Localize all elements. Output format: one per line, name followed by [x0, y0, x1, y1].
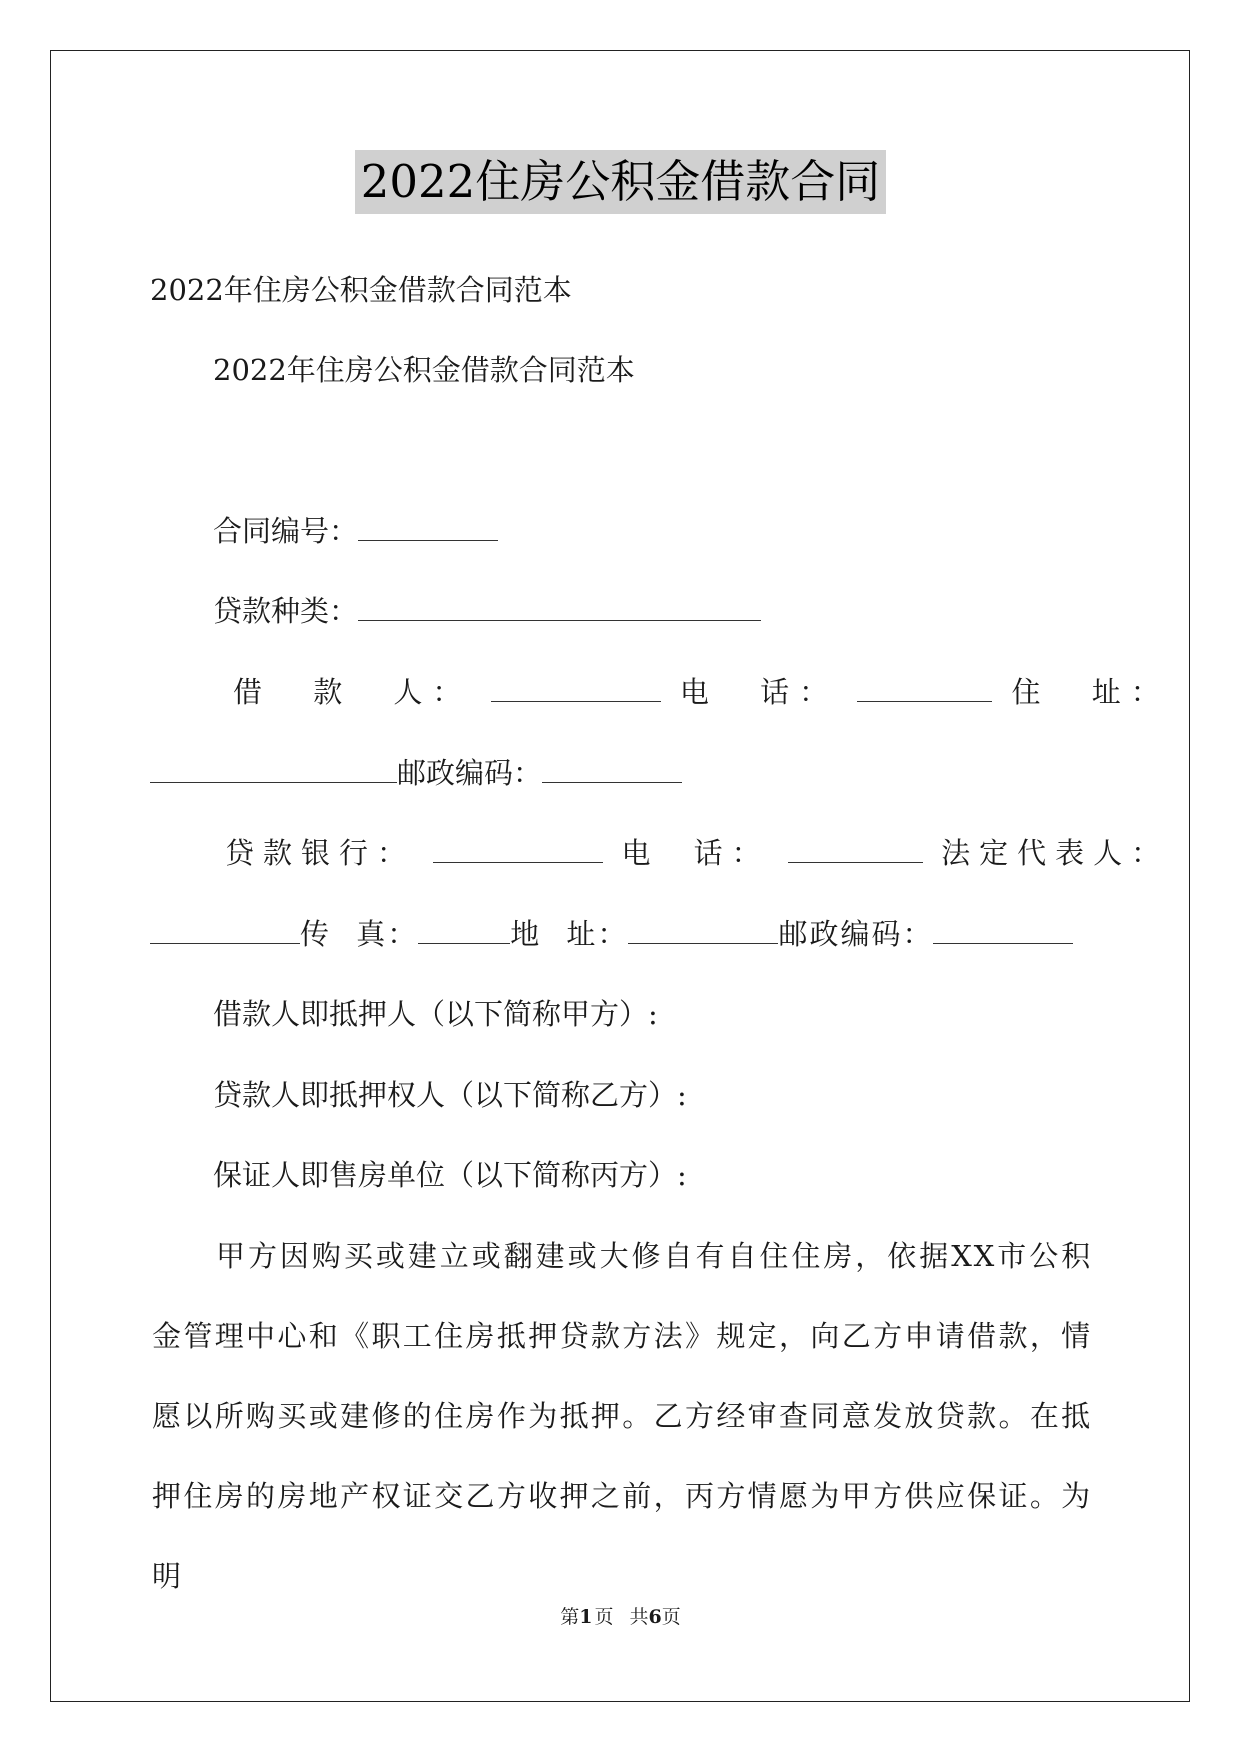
bank-row: [225, 833, 1169, 873]
footer-current-page: 1: [579, 1606, 593, 1628]
loan-type-row: [213, 591, 761, 631]
body-paragraph: 甲方因购买或建立或翻建或大修自有自住住房，依据XX市公积金管理中心和《职工住房抵押贷款方法》规定，向乙方申请借款，情愿以所购买或建修的住房作为抵押。乙方经审查同意发放贷款。在抵押住房的房地产权证交乙方收押之前，丙方情愿为甲方供应保证。为明: [152, 1239, 1092, 1593]
footer-suffix: 页: [661, 1606, 681, 1628]
subtitle-2: 2022年住房公积金借款合同范本: [213, 353, 635, 387]
legal-rep-label: 法定代表人：: [941, 836, 1170, 870]
footer-prefix: 第: [560, 1606, 580, 1628]
bank-address-blank: [628, 917, 778, 944]
subtitle-1: 2022年住房公积金借款合同范本: [150, 273, 572, 307]
borrower-postcode-label: 邮政编码：: [397, 756, 543, 790]
borrower-label: 借 款 人：: [233, 675, 472, 709]
bank-phone-blank: [788, 836, 923, 863]
borrower-phone-label: 电 话：: [679, 675, 839, 709]
bank-phone-label: 电 话：: [621, 836, 770, 870]
party-c-line: 保证人即售房单位（以下简称丙方）:: [213, 1158, 687, 1192]
loan-type-blank: [358, 594, 761, 621]
party-b-line: 贷款人即抵押权人（以下简称乙方）:: [213, 1078, 687, 1112]
footer-mid: 页 共: [594, 1606, 649, 1628]
borrower-address-label: 住 址：: [1011, 675, 1170, 709]
bank-address-label: 地 址：: [510, 917, 629, 951]
page-footer: [0, 1605, 1241, 1629]
contract-number-row: [213, 511, 498, 551]
bank-postcode-blank: [933, 917, 1073, 944]
legal-rep-blank: [150, 917, 300, 944]
borrower-phone-blank: [857, 675, 992, 702]
borrower-blank: [491, 675, 661, 702]
bank-contact-row: [150, 914, 1073, 954]
borrower-address-blank: [150, 756, 397, 783]
bank-blank: [433, 836, 603, 863]
fax-label: 传 真：: [300, 917, 419, 951]
loan-type-label: 贷款种类：: [213, 594, 359, 628]
bank-label: 贷款银行：: [225, 836, 416, 870]
fax-blank: [418, 917, 510, 944]
footer-total-pages: 6: [648, 1606, 662, 1628]
contract-number-label: 合同编号：: [213, 514, 359, 548]
party-a-line: 借款人即抵押人（以下简称甲方）:: [213, 997, 658, 1031]
contract-number-blank: [358, 514, 498, 541]
title-text: 2022住房公积金借款合同: [355, 150, 887, 214]
bank-postcode-label: 邮政编码：: [778, 917, 934, 951]
borrower-row: [233, 672, 1170, 712]
borrower-postcode-row: [150, 753, 682, 793]
document-title: [0, 150, 1241, 214]
borrower-postcode-blank: [542, 756, 682, 783]
